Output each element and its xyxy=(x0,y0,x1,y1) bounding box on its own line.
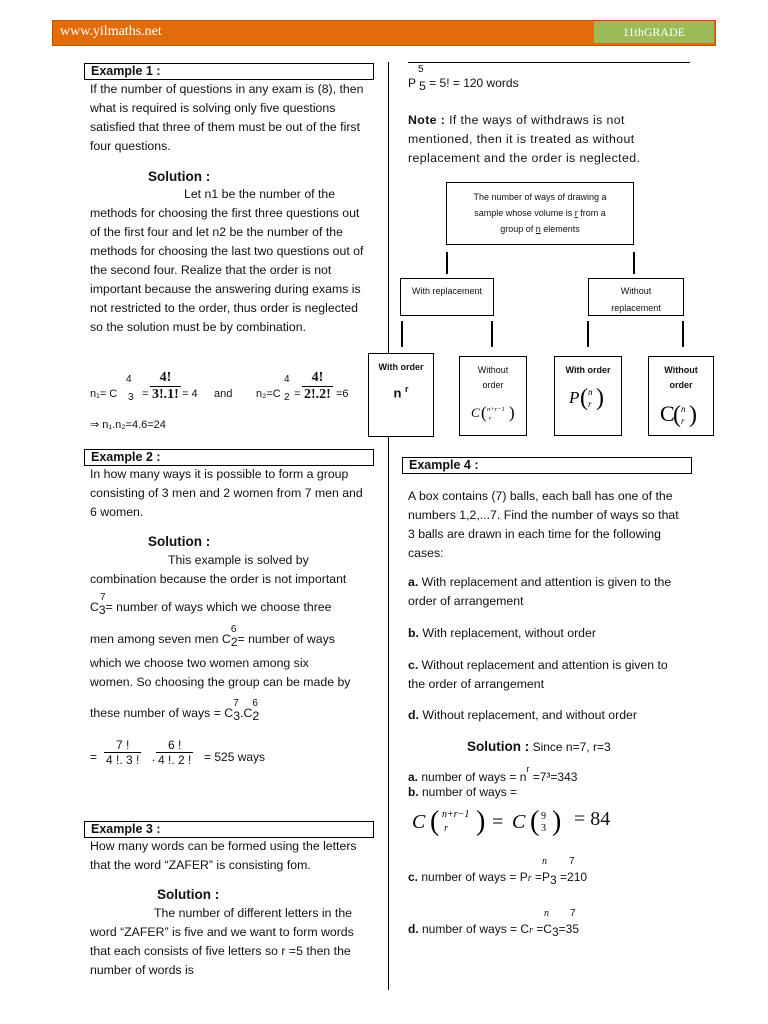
sol-c-7: 7 xyxy=(569,856,575,867)
p5-rest: = 5! = 120 words xyxy=(429,76,519,90)
example-4-solution-label: Solution : xyxy=(467,739,530,754)
example-1-solution-text: Let n1 be the number of the methods for choosing the first three questions out of the first four and let n2 be the number of the methods for choosing the last two questions out of the second four. Realize that the order is not important because the answering during exams is not restricted to the order, thus order is neglected so the solution must be by combination. xyxy=(90,187,364,334)
example-4-solution xyxy=(467,739,611,754)
case-c xyxy=(408,656,688,694)
n2-prefix: n₂=C xyxy=(256,388,281,400)
fraction-2-num: 6 ! xyxy=(156,738,193,753)
l7-sub2: 2 xyxy=(252,709,260,723)
svg-text:(: ( xyxy=(530,806,540,837)
svg-text:C: C xyxy=(412,811,426,833)
case-c-label: c. xyxy=(408,658,419,672)
svg-text:=: = xyxy=(492,811,504,833)
sol-c-n: n xyxy=(542,856,547,867)
svg-text:n: n xyxy=(681,404,686,414)
case-c-text: Without replacement and attention is given to the order of arrangement xyxy=(408,658,668,691)
line4-text: men among seven men C xyxy=(90,632,231,646)
case-a-text: With replacement and attention is given to the order of arrangement xyxy=(408,575,672,608)
sol-d-label: d. xyxy=(408,922,419,936)
svg-text:(: ( xyxy=(580,385,588,411)
svg-text:(: ( xyxy=(430,806,440,837)
root-2b: from a xyxy=(577,208,606,218)
sol-c-res: =210 xyxy=(556,870,588,884)
tree-connector xyxy=(633,252,635,274)
sol-d-7: 7 xyxy=(570,908,576,919)
svg-text:P: P xyxy=(569,388,580,407)
root-3a: group of xyxy=(500,224,536,234)
n2-sub: 2 xyxy=(284,392,290,403)
tree-root-line1: The number of ways of drawing a xyxy=(473,192,607,202)
p5-sup: 5 xyxy=(418,64,424,75)
case-d-text: Without replacement, and without order xyxy=(418,708,637,722)
combination-with-repetition-icon xyxy=(463,397,523,427)
fraction-2 xyxy=(156,738,193,767)
note-text: If the ways of withdraws is not mentioned, then it is treated as without replacement and the order is neglected. xyxy=(408,113,641,165)
svg-text:(: ( xyxy=(673,402,681,428)
without-replacement-box: Without replacement xyxy=(588,278,684,316)
leaf1-r: r xyxy=(405,384,409,394)
l7-mid: .C xyxy=(240,706,253,720)
column-divider xyxy=(388,62,389,990)
case-b xyxy=(408,624,688,643)
note-label: Note : xyxy=(408,113,446,127)
n1-sub: 3 xyxy=(128,392,134,403)
right-top-rule xyxy=(408,62,690,63)
n2-sup: 4 xyxy=(284,374,290,385)
example-2-solution-label: Solution : xyxy=(148,534,211,549)
c7-sup: 7 xyxy=(100,592,106,603)
case-b-text: With replacement, without order xyxy=(418,626,596,640)
root-3b: elements xyxy=(540,224,580,234)
c7-sub: 3 xyxy=(98,603,106,617)
and-word: and xyxy=(214,388,233,400)
leaf1-n: n xyxy=(393,385,402,401)
solution-given: Since n=7, r=3 xyxy=(532,740,611,754)
line7-text: these number of ways = C xyxy=(90,706,234,720)
tree-connector xyxy=(491,321,493,347)
result: = 525 ways xyxy=(204,750,266,764)
grade-badge: 11thGRADE xyxy=(594,21,714,43)
example-2-line2: combination because the order is not important xyxy=(90,572,347,586)
example-4-text: A box contains (7) balls, each ball has one of the numbers 1,2,...7. Find the number of ways so that 3 balls are drawn in each time for the following cases: xyxy=(408,489,679,560)
l7-sub1: 3 xyxy=(233,709,241,723)
svg-text:r: r xyxy=(588,399,592,409)
sol-c-sub: 3 xyxy=(550,873,557,887)
example-3-solution-label: Solution : xyxy=(157,887,220,902)
svg-text:): ) xyxy=(509,403,515,422)
example-2-line3: C 7 3= number of ways which we choose three xyxy=(90,598,331,620)
svg-text:r: r xyxy=(489,415,492,422)
tree-root-line3 xyxy=(447,221,633,237)
tree-root-line2 xyxy=(447,205,633,221)
example-2-line4 xyxy=(90,624,335,652)
sol-b-text: number of ways = xyxy=(418,785,518,799)
with-replacement-box: With replacement xyxy=(400,278,494,316)
sol-a-label: a. xyxy=(408,770,419,784)
leaf-without-order-box xyxy=(459,356,527,436)
tree-connector xyxy=(401,321,403,347)
example-1-title: Example 1 : xyxy=(84,63,374,80)
root-n: n xyxy=(535,224,541,234)
sol-d-mid: =C xyxy=(532,922,552,936)
case-b-label: b. xyxy=(408,626,419,640)
fraction-2-den: 4 !. 2 ! xyxy=(158,753,192,767)
n2-result: =6 xyxy=(336,388,349,400)
n1-prefix: n₁= C xyxy=(90,388,118,400)
svg-text:n: n xyxy=(588,387,593,397)
example-4-title: Example 4 : xyxy=(402,457,692,474)
n1-eq: = xyxy=(142,388,149,400)
leaf1-formula xyxy=(369,384,433,400)
example-1-text: If the number of questions in any exam is (8), then what is required is solving only five questions satisfied that three of them must be out of the first four questions. xyxy=(90,82,364,153)
combination-formula-icon xyxy=(410,800,580,840)
svg-text:C: C xyxy=(471,405,480,420)
leaf-with-order-box xyxy=(368,353,434,437)
example-3-text: How many words can be formed using the letters that the word “ZAFER” is consisting fom. xyxy=(90,839,357,872)
p5-line xyxy=(408,64,519,93)
solution-d xyxy=(408,908,688,939)
sol-b-label: b. xyxy=(408,785,419,799)
svg-text:r: r xyxy=(444,823,448,834)
note-paragraph xyxy=(408,111,688,168)
case-d xyxy=(408,706,688,725)
sol-d-sub: 3 xyxy=(551,925,559,939)
tree-connector xyxy=(682,321,684,347)
case-d-label: d. xyxy=(408,708,419,722)
svg-text:): ) xyxy=(476,806,486,837)
root-r: r xyxy=(574,208,578,218)
n1-numerator: 4! xyxy=(150,370,181,387)
solution-c xyxy=(408,856,688,887)
n2-numerator: 4! xyxy=(302,370,333,387)
line3-text: = number of ways which we choose three xyxy=(105,600,332,614)
tree-connector xyxy=(446,252,448,274)
example-2-result-formula xyxy=(90,738,290,778)
leaf-with-order-box-2 xyxy=(554,356,622,436)
example-1-formula xyxy=(90,370,380,414)
leaf2-label: Without order xyxy=(477,365,509,390)
l7-sup2: 6 xyxy=(252,698,258,709)
leaf1-label: With order xyxy=(378,362,424,372)
solution-a xyxy=(408,764,578,784)
fraction-1 xyxy=(104,738,141,767)
permutation-icon xyxy=(563,379,613,415)
example-3-solution-text: The number of different letters in the word “ZAFER” is five and we want to form words that each consists of five letters so r =5 then the number of words is xyxy=(90,906,354,977)
svg-text:r: r xyxy=(681,416,685,426)
example-1-solution-label: Solution : xyxy=(148,169,211,184)
sol-c-text: number of ways = P xyxy=(418,870,528,884)
leaf-without-order-box-2 xyxy=(648,356,714,436)
case-a-label: a. xyxy=(408,575,419,589)
sol-a-rest: =7³=343 xyxy=(529,770,578,784)
example-2-text: In how many ways it is possible to form a group consisting of 3 men and 2 women from 7 men and 6 women. xyxy=(90,467,363,519)
example-2-line1: This example is solved by xyxy=(168,553,309,567)
n1-result: = 4 xyxy=(182,388,198,400)
leaf3-label: With order xyxy=(565,365,611,375)
combination-icon xyxy=(656,395,706,431)
case-a xyxy=(408,573,688,611)
n1-denominator: 3!.1! xyxy=(152,387,179,402)
solution-b xyxy=(408,785,517,799)
svg-text:C: C xyxy=(512,811,526,833)
svg-text:(: ( xyxy=(481,403,487,422)
c6-sup: 6 xyxy=(230,624,237,635)
sol-d-r: r xyxy=(529,925,533,936)
svg-text:3: 3 xyxy=(541,823,546,834)
p5-prefix: P xyxy=(408,76,416,90)
example-2-line6: women. So choosing the group can be made by xyxy=(90,675,351,689)
sol-d-text: number of ways = C xyxy=(418,922,530,936)
sol-a-sup: r xyxy=(526,764,530,774)
tree-connector xyxy=(587,321,589,347)
solution-b-formula xyxy=(410,800,640,840)
dot-sep: . xyxy=(152,750,156,764)
n1-fraction xyxy=(150,370,181,403)
example-2-line7 xyxy=(90,698,260,726)
example-2-line5: which we choose two women among six xyxy=(90,656,309,670)
product-line: ⇒ n₁.n₂=4.6=24 xyxy=(90,419,166,431)
svg-text:C: C xyxy=(660,401,675,426)
c6-sub: 2 xyxy=(230,635,238,649)
n2-fraction xyxy=(302,370,333,403)
svg-text:n+r−1: n+r−1 xyxy=(487,406,505,413)
example-2-title: Example 2 : xyxy=(84,449,374,466)
svg-text:n+r−1: n+r−1 xyxy=(442,809,470,820)
site-url[interactable]: www.yilmaths.net xyxy=(60,24,162,39)
leaf4-label: Without order xyxy=(664,365,698,390)
sol-c-label: c. xyxy=(408,870,419,884)
example-3-title: Example 3 : xyxy=(84,821,374,838)
eq-start: = xyxy=(90,750,98,764)
sol-c-r: r xyxy=(527,873,532,884)
svg-text:): ) xyxy=(689,402,697,428)
fraction-1-den: 4 !. 3 ! xyxy=(106,753,140,767)
svg-text:9: 9 xyxy=(541,811,546,822)
svg-text:): ) xyxy=(552,806,562,837)
tree-root-box xyxy=(446,182,634,245)
root-2a: sample whose volume is xyxy=(474,208,575,218)
line4b-text: = number of ways xyxy=(237,632,335,646)
n2-eq: = xyxy=(294,388,301,400)
sol-d-res: =35 xyxy=(558,922,580,936)
svg-text:): ) xyxy=(596,385,604,411)
p5-sub: 5 xyxy=(419,79,426,93)
sol-d-n: n xyxy=(544,908,549,919)
fraction-1-num: 7 ! xyxy=(104,738,141,753)
sol-b-result: = 84 xyxy=(574,808,611,830)
n1-sup: 4 xyxy=(126,374,132,385)
sol-a-text: number of ways = n xyxy=(418,770,527,784)
l7-sup1: 7 xyxy=(233,698,239,709)
n2-denominator: 2!.2! xyxy=(304,387,331,402)
sol-c-mid: =P xyxy=(531,870,550,884)
